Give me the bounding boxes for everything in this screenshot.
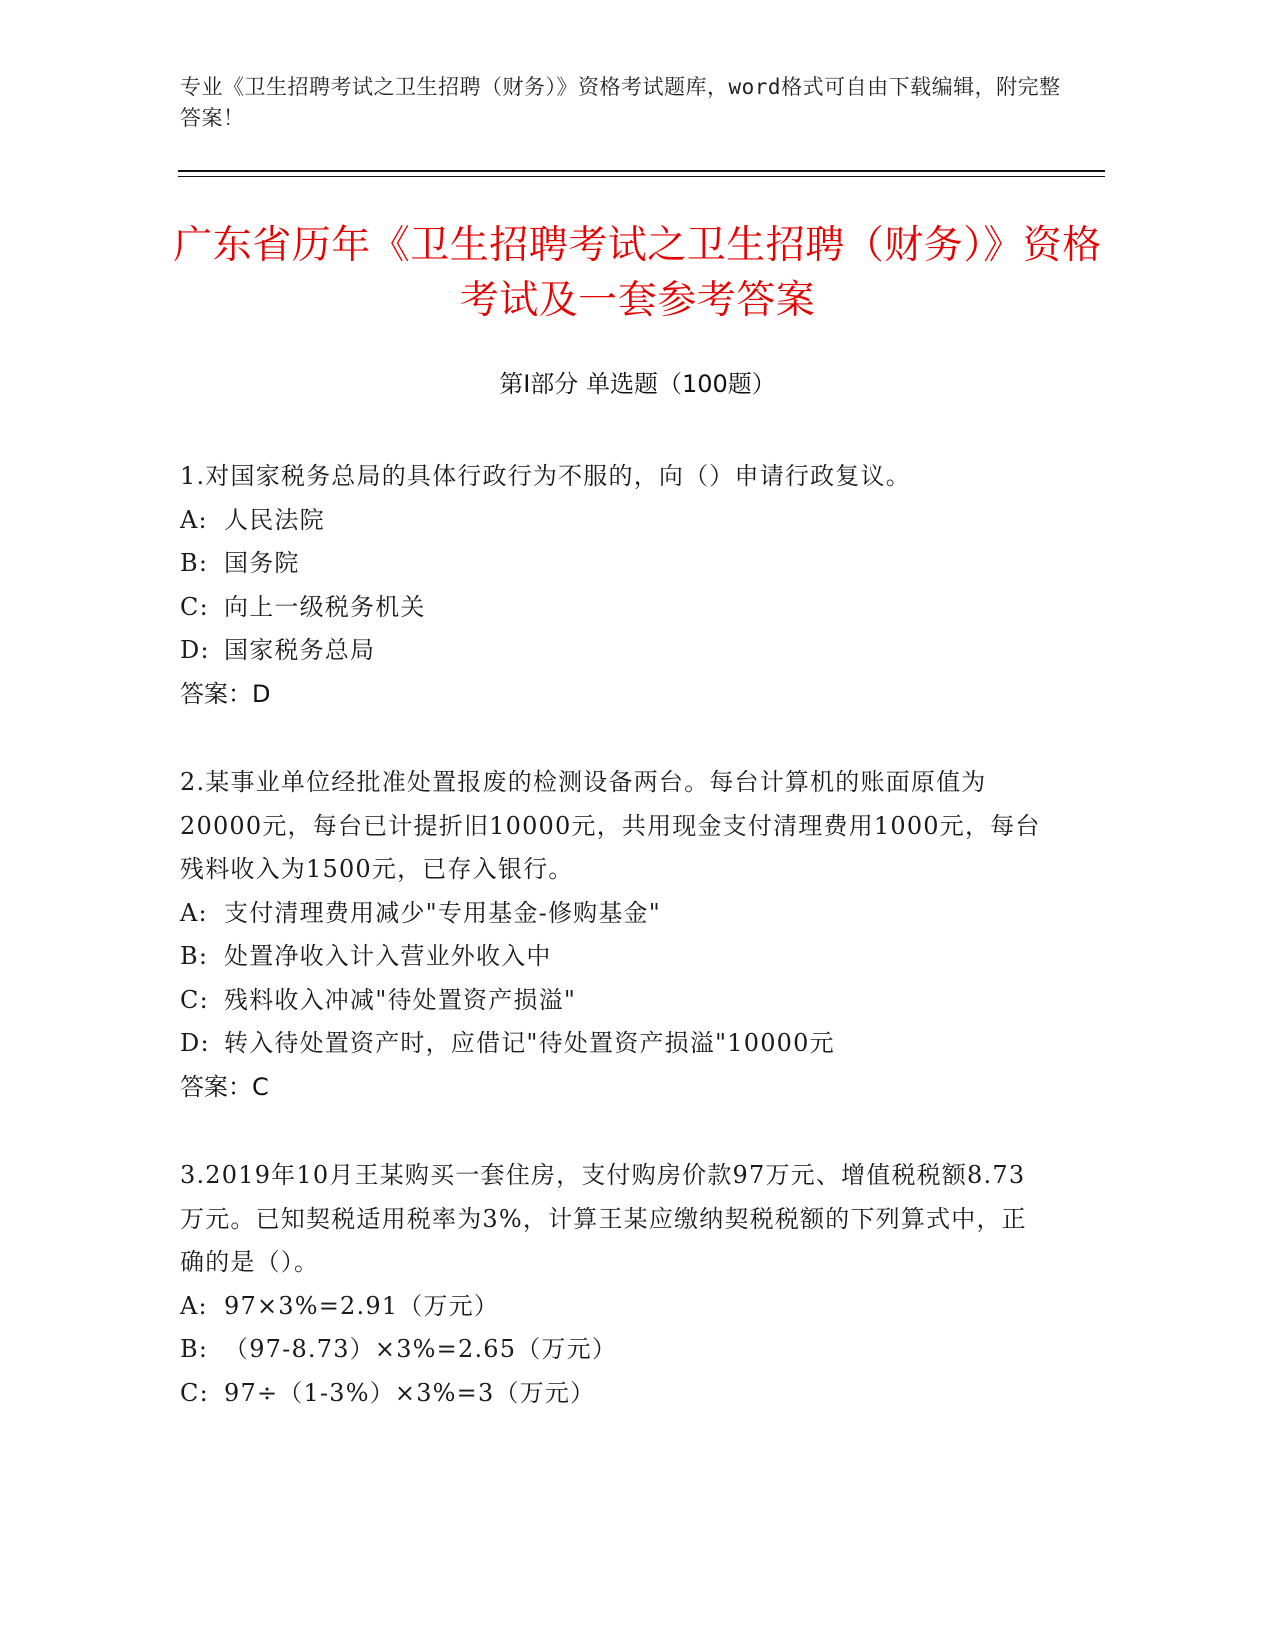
option-text: 人民法院	[224, 505, 325, 534]
option-d	[180, 629, 1050, 673]
answer-line: 答案：D	[180, 679, 271, 708]
header-note: 专业《卫生招聘考试之卫生招聘（财务）》资格考试题库，word格式可自由下载编辑，附完整答案！	[180, 75, 1061, 130]
option-c	[180, 1372, 1050, 1416]
option-text: 向上一级税务机关	[224, 592, 426, 621]
option-c	[180, 586, 1050, 630]
question-stem: 1.对国家税务总局的具体行政行为不服的，向（）申请行政复议。	[180, 462, 911, 490]
option-a	[180, 892, 1050, 936]
option-a	[180, 1285, 1050, 1329]
option-text: 国家税务总局	[224, 636, 376, 664]
option-key: B:	[180, 549, 209, 577]
option-b	[180, 1328, 1050, 1372]
question-stem: 2.某事业单位经批准处置报废的检测设备两台。每台计算机的账面原值为20000元，每台已计提折旧10000元，共用现金支付清理费用1000元，每台残料收入为1500元，已存入银行。	[180, 768, 1041, 883]
option-key: A:	[180, 1291, 208, 1320]
option-key: C:	[180, 592, 209, 621]
option-text: 转入待处置资产时，应借记"待处置资产损溢"10000元	[224, 1029, 835, 1057]
option-key: D:	[180, 636, 210, 664]
option-c	[180, 979, 1050, 1023]
question-list	[180, 455, 1050, 1460]
option-a	[180, 499, 1050, 543]
document-title: 广东省历年《卫生招聘考试之卫生招聘（财务）》资格考试及一套参考答案	[173, 223, 1102, 323]
option-text: 97×3%=2.91（万元）	[224, 1291, 500, 1320]
question-stem: 3.2019年10月王某购买一套住房，支付购房价款97万元、增值税税额8.73万元。已知契税适用税率为3%，计算王某应缴纳契税税额的下列算式中，正确的是（）。	[180, 1161, 1027, 1276]
option-d	[180, 1022, 1050, 1066]
header-divider-thin	[178, 176, 1105, 177]
option-key: A:	[180, 505, 208, 534]
option-key: B:	[180, 1335, 209, 1363]
option-key: B:	[180, 942, 209, 970]
option-text: 国务院	[224, 549, 300, 577]
header-divider	[178, 170, 1105, 172]
option-text: 残料收入冲减"待处置资产损溢"	[224, 985, 577, 1014]
question-1	[180, 455, 1050, 716]
option-b	[180, 935, 1050, 979]
option-key: C:	[180, 985, 209, 1014]
option-b	[180, 542, 1050, 586]
option-key: A:	[180, 898, 208, 927]
option-text: 处置净收入计入营业外收入中	[224, 942, 552, 970]
option-text: 支付清理费用减少"专用基金-修购基金"	[224, 898, 661, 927]
question-2	[180, 761, 1050, 1109]
option-text: 97÷（1-3%）×3%=3（万元）	[224, 1378, 596, 1407]
question-3	[180, 1154, 1050, 1415]
option-text: （97-8.73）×3%=2.65（万元）	[224, 1335, 618, 1363]
option-key: D:	[180, 1029, 210, 1057]
section-title: 第Ⅰ部分 单选题（100题）	[499, 370, 776, 398]
answer-line: 答案：C	[180, 1072, 269, 1101]
option-key: C:	[180, 1378, 209, 1407]
